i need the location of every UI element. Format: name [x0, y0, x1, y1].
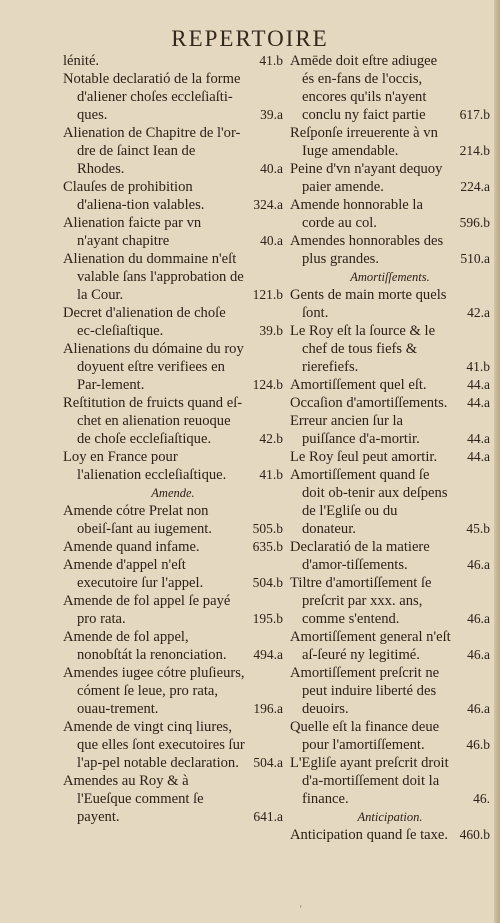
running-header: REPERTOIRE [171, 26, 329, 51]
entry-text: Amende de fol appel, nonobſtát la renonciation. [63, 629, 227, 663]
page-reference: 42.b [259, 431, 283, 446]
entry-text: Amortiſſement general n'eſt aſ-ſeuré ny legitimé. [290, 629, 451, 663]
entry-text: Amendes iugee cótre pluſieurs, cóment ſe leue, pro rata, ouau-trement. [63, 665, 245, 717]
entry-text: Clauſes de prohibition d'aliena-tion valables. [63, 179, 205, 213]
index-entry [63, 448, 283, 484]
index-entry [290, 394, 490, 412]
page-reference: 494.a [253, 647, 283, 662]
entry-text: Quelle eſt la finance deue pour l'amortiſſement. [290, 719, 440, 753]
section-heading: Amende. [151, 486, 195, 500]
index-entry [290, 232, 490, 268]
index-entry [63, 124, 283, 178]
index-entry [290, 718, 490, 754]
page-reference: 41.b [259, 53, 283, 68]
index-entry [63, 718, 283, 772]
index-entry [290, 664, 490, 718]
entry-text: Tiltre d'amortiſſement ſe preſcrit par xxx. ans, comme s'entend. [290, 575, 432, 627]
index-entry [290, 448, 490, 466]
index-entry [290, 412, 490, 448]
page-reference: 44.a [467, 449, 490, 464]
index-entry [290, 376, 490, 394]
page-reference: 40.a [260, 161, 283, 176]
index-entry [290, 754, 490, 808]
index-entry [290, 322, 490, 376]
entry-text: Amēde doit eſtre adiugee és en-fans de l'occis, encores qu'ils n'ayent conclu ny faict partie [290, 53, 438, 123]
page-reference: 324.a [253, 197, 283, 212]
entry-text: Occaſion d'amortiſſements. [290, 395, 448, 411]
index-entry [290, 160, 490, 196]
page-reference: 46.a [467, 611, 490, 626]
page-reference: 504.a [253, 755, 283, 770]
page-reference: 196.a [253, 701, 283, 716]
entry-text: Amortiſſement preſcrit ne peut induire liberté des deuoirs. [290, 665, 440, 717]
page-reference: 44.a [467, 377, 490, 392]
page-reference: 44.a [467, 395, 490, 410]
index-entry [290, 52, 490, 124]
index-entry [63, 304, 283, 340]
page-reference: 641.a [253, 809, 283, 824]
page-reference: 505.b [252, 521, 283, 536]
index-entry [63, 70, 283, 124]
page-reference: 42.a [467, 305, 490, 320]
index-entry [290, 466, 490, 538]
index-entry [63, 556, 283, 592]
entry-text: Le Roy ſeul peut amortir. [290, 449, 438, 465]
page-reference: 121.b [252, 287, 283, 302]
entry-text: Loy en France pour l'alienation eccleſiaſtique. [63, 449, 227, 483]
entry-text: Reſponſe irreuerente à vn Iuge amendable. [290, 125, 438, 159]
page-reference: 214.b [459, 143, 490, 158]
page-reference: 41.b [466, 359, 490, 374]
entry-text: Amende honnorable la corde au col. [290, 197, 423, 231]
page-reference: 45.b [466, 521, 490, 536]
entry-text: Amende quand infame. [63, 539, 200, 555]
index-entry [63, 664, 283, 718]
entry-text: Erreur ancien ſur la puiſſance d'a-mortir. [290, 413, 420, 447]
entry-text: Alienation faicte par vn n'ayant chapitre [63, 215, 202, 249]
index-entry [63, 250, 283, 304]
page-reference: 510.a [460, 251, 490, 266]
index-entry [290, 286, 490, 322]
index-entry [290, 124, 490, 160]
entry-text: Anticipation quand ſe taxe. [290, 827, 449, 843]
index-entry [63, 772, 283, 826]
page-reference: 460.b [459, 827, 490, 842]
entry-text: Notable declaratió de la forme d'aliener choſes eccleſiaſti-ques. [63, 71, 241, 123]
index-entry [63, 394, 283, 448]
entry-text: Gents de main morte quels ſont. [290, 287, 447, 321]
index-entry [290, 826, 490, 844]
entry-text: Amende cótre Prelat non obeiſ-ſant au iugement. [63, 503, 212, 537]
entry-text: Amende de fol appel ſe payé pro rata. [63, 593, 231, 627]
page-reference: 635.b [252, 539, 283, 554]
entry-text: Alienation du dommaine n'eſt valable ſans l'approbation de la Cour. [63, 251, 244, 303]
right-column [290, 52, 490, 844]
entry-text: Alienations du dómaine du roy doyuent eſtre verifiees en Par-lement. [63, 341, 244, 393]
entry-text: Amortiſſement quand ſe doit ob-tenir aux deſpens de l'Egliſe ou du donateur. [290, 467, 448, 537]
entry-text: lénité. [63, 53, 100, 69]
page-reference: 46. [473, 791, 490, 806]
page-mark: ' [300, 904, 302, 914]
entry-text: Le Roy eſt la ſource & le chef de tous fiefs & rierefiefs. [290, 323, 436, 375]
page-reference: 596.b [459, 215, 490, 230]
entry-text: Amende de vingt cinq liures, que elles ſont executoires ſur l'ap-pel notable declaration. [63, 719, 245, 771]
page-edge [494, 0, 500, 923]
entry-text: Declaratió de la matiere d'amor-tiſſements. [290, 539, 430, 573]
index-entry [63, 538, 283, 556]
entry-text: Amendes honnorables des plus grandes. [290, 233, 444, 267]
page-reference: 44.a [467, 431, 490, 446]
index-entry [63, 592, 283, 628]
entry-text: Amendes au Roy & à l'Eueſque comment ſe payent. [63, 773, 204, 825]
entry-text: Reſtitution de fruicts quand eſ-chet en alienation reuoque de choſe eccleſiaſtique. [63, 395, 243, 447]
index-entry [63, 502, 283, 538]
left-column [63, 52, 283, 826]
section-heading: Amortiſſements. [350, 270, 430, 284]
entry-text: Amortiſſement quel eſt. [290, 377, 427, 393]
index-entry [290, 538, 490, 574]
index-entry [63, 178, 283, 214]
page-reference: 224.a [460, 179, 490, 194]
page-reference: 41.b [259, 467, 283, 482]
index-entry [290, 574, 490, 628]
page-reference: 39.b [259, 323, 283, 338]
page-reference: 46.b [466, 737, 490, 752]
page-reference: 46.a [467, 647, 490, 662]
entry-text: Alienation de Chapitre de l'or-dre de ſainct Iean de Rhodes. [63, 125, 241, 177]
section-heading: Anticipation. [357, 810, 423, 824]
page-reference: 504.b [252, 575, 283, 590]
index-entry [290, 196, 490, 232]
entry-text: Amende d'appel n'eſt executoire ſur l'appel. [63, 557, 204, 591]
entry-text: Peine d'vn n'ayant dequoy paier amende. [290, 161, 443, 195]
entry-text: Decret d'alienation de choſe ec-cleſiaſtique. [63, 305, 226, 339]
page-reference: 39.a [260, 107, 283, 122]
page-reference: 46.a [467, 701, 490, 716]
page-reference: 195.b [252, 611, 283, 626]
entry-text: L'Egliſe ayant preſcrit droit d'a-mortiſſement doit la finance. [290, 755, 449, 807]
index-entry [63, 214, 283, 250]
page-reference: 46.a [467, 557, 490, 572]
index-entry [63, 52, 283, 70]
page-reference: 617.b [459, 107, 490, 122]
index-entry [290, 628, 490, 664]
index-entry [63, 340, 283, 394]
page-reference: 40.a [260, 233, 283, 248]
page-reference: 124.b [252, 377, 283, 392]
index-entry [63, 628, 283, 664]
